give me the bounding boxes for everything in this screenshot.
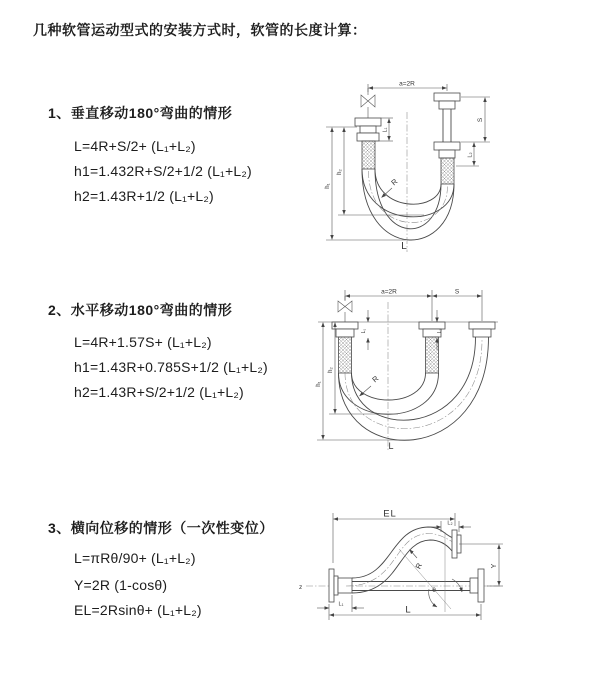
section-1-heading: 1、垂直移动180°弯曲的情形 [48,105,233,121]
section-2-formula-h1: h1=1.43R+0.785S+1/2 (L₁+L₂) [74,359,268,375]
dim-label-a2r: a=2R [381,288,397,296]
dim-l1 [361,310,368,350]
original-position-hose [352,569,484,602]
hose-curves [339,302,489,452]
right-fitting [469,322,495,337]
dim-label-l2: L₂ [437,328,443,334]
diagram-lateral-displacement [300,505,600,645]
radius-callout [382,177,400,198]
diagram-horizontal-180-bend [305,282,575,457]
dim-l1 [317,595,364,612]
left-braid-hose [339,337,352,373]
section-1-formula-l: L=4R+S/2+ (L₁+L₂) [74,138,196,154]
dim-label-r: R [413,561,424,571]
dim-label-s: S [454,288,460,296]
dim-label-h2: h₂ [337,169,343,175]
middle-braid-hose [426,337,439,373]
dim-label-r: R [370,373,381,385]
centerline-mark: z [299,584,303,591]
left-flange [329,569,352,602]
dim-label-h1: h₁ [325,183,331,189]
section-1-formula-h2: h2=1.43R+1/2 (L₁+L₂) [74,188,214,204]
dim-label-r: R [389,176,400,188]
dim-el [333,509,455,564]
dim-label-total-l: L [388,441,394,451]
valve-icon [361,88,375,118]
left-braid-hose [362,141,375,169]
page-title: 几种软管运动型式的安装方式时，软管的长度计算： [33,22,367,38]
dim-a2r [345,289,482,322]
dim-label-h2: h₂ [328,367,334,373]
right-fitting [434,93,460,184]
dim-label-el: EL [383,508,397,520]
dim-label-total-l: L [405,604,411,616]
dim-h1 [316,323,410,440]
dim-label-theta: θ [432,587,436,594]
diagram-vertical-180-bend [310,68,570,263]
section-3-formula-l: L=πRθ/90+ (L₁+L₂) [74,550,196,566]
left-fitting [355,118,381,169]
section-2-formula-l: L=4R+1.57S+ (L₁+L₂) [74,334,212,350]
radius-callout [410,550,425,571]
section-3-formula-y: Y=2R (1-cosθ) [74,577,168,593]
dim-label-s: S [477,117,484,123]
dim-l2 [429,521,471,533]
dim-label-l2: L₂ [467,152,474,158]
valve-icon [338,296,352,322]
dim-label-total-l: L [401,241,407,252]
left-fitting [332,322,358,373]
dim-a2r [368,81,447,93]
section-3-heading: 3、横向位移的情形（一次性变位） [48,520,274,536]
displaced-hose-curve [346,527,457,593]
dim-label-y: Y [491,563,498,569]
dim-label-a2r: a=2R [399,80,415,88]
dim-label-l2: L₂ [447,520,453,527]
section-2-formula-h2: h2=1.43R+S/2+1/2 (L₁+L₂) [74,384,244,400]
section-3-formula-el: EL=2Rsinθ+ (L₁+L₂) [74,602,202,618]
dim-label-l1: L₁ [338,601,344,608]
dim-label-h1: h₁ [316,381,322,387]
section-1-formula-h1: h1=1.432R+S/2+1/2 (L₁+L₂) [74,163,252,179]
dim-label-l1: L₁ [361,328,367,334]
dim-s [461,97,490,142]
section-2-heading: 2、水平移动180°弯曲的情形 [48,302,233,318]
right-braid-hose [441,158,454,184]
dim-label-l1: L₁ [382,127,389,133]
